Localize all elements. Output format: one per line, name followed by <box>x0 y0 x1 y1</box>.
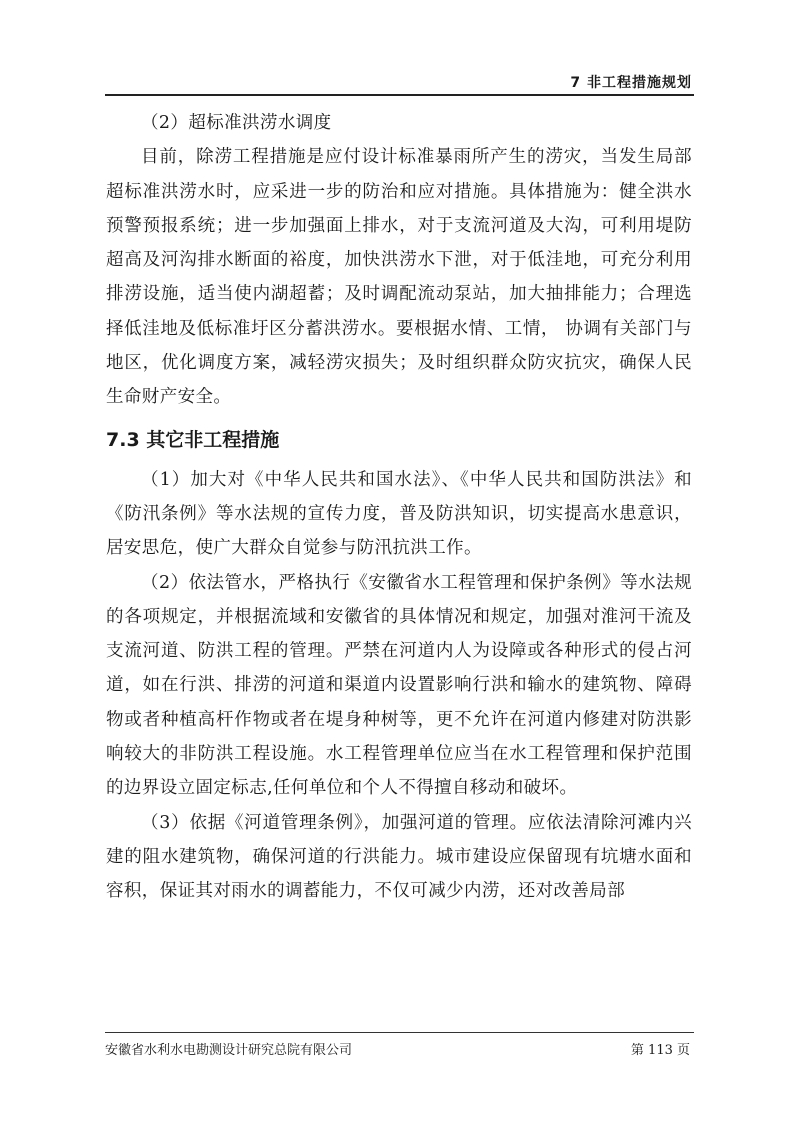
list-item: （1）加大对《中华人民共和国水法》、《中华人民共和国防洪法》和《防汛条例》等水法规的宣传力度，普及防洪知识，切实提高水患意识，居安思危，使广大群众自觉参与防汛抗洪工作。 <box>106 469 692 559</box>
paragraph: 目前，除涝工程措施是应付设计标准暴雨所产生的涝灾，当发生局部超标准洪涝水时，应采进一步的防治和应对措施。具体措施为：健全洪水预警预报系统；进一步加强面上排水，对于支流河道及大沟，可利用堤防超高及河沟排水断面的裕度，加快洪涝水下泄，对于低洼地，可充分利用排涝设施，适当使内湖超蓄；及时调配流动泵站，加大抽排能力；合理选择低洼地及低标准圩区分蓄洪涝水。要根据水情、工情， 协调有关部门与地区，优化调度方案，减轻涝灾损失；及时组织群众防灾抗灾，确保人民生命财产安全。 <box>106 147 692 408</box>
section-heading: 7.3 其它非工程措施 <box>106 428 280 451</box>
page-header <box>105 72 694 96</box>
subsection-title: （2）超标准洪涝水调度 <box>141 113 332 133</box>
list-item: （2）依法管水，严格执行《安徽省水工程管理和保护条例》等水法规的各项规定，并根据流域和安徽省的具体情况和规定，加强对淮河干流及支流河道、防洪工程的管理。严禁在河道内人为设障或各种形式的侵占河道，如在行洪、排涝的河道和渠道内设置影响行洪和输水的建筑物、障碍物或者种植高杆作物或者在堤身种树等，更不允许在河道内修建对防洪影响较大的非防洪工程设施。水工程管理单位应当在水工程管理和保护范围的边界设立固定标志,任何单位和个人不得擅自移动和破坏。 <box>106 572 692 799</box>
organization-name: 安徽省水利水电勘测设计研究总院有限公司 <box>105 1043 353 1058</box>
page-number: 第 113 页 <box>630 1043 690 1058</box>
page-footer <box>105 1032 694 1057</box>
list-item: （3）依据《河道管理条例》，加强河道的管理。应依法清除河滩内兴建的阻水建筑物，确保河道的行洪能力。城市建设应保留现有坑塘水面和容积，保证其对雨水的调蓄能力，不仅可减少内涝，还对改善局部 <box>106 812 692 902</box>
chapter-title: 7 非工程措施规划 <box>570 75 692 91</box>
page-body <box>106 106 692 909</box>
